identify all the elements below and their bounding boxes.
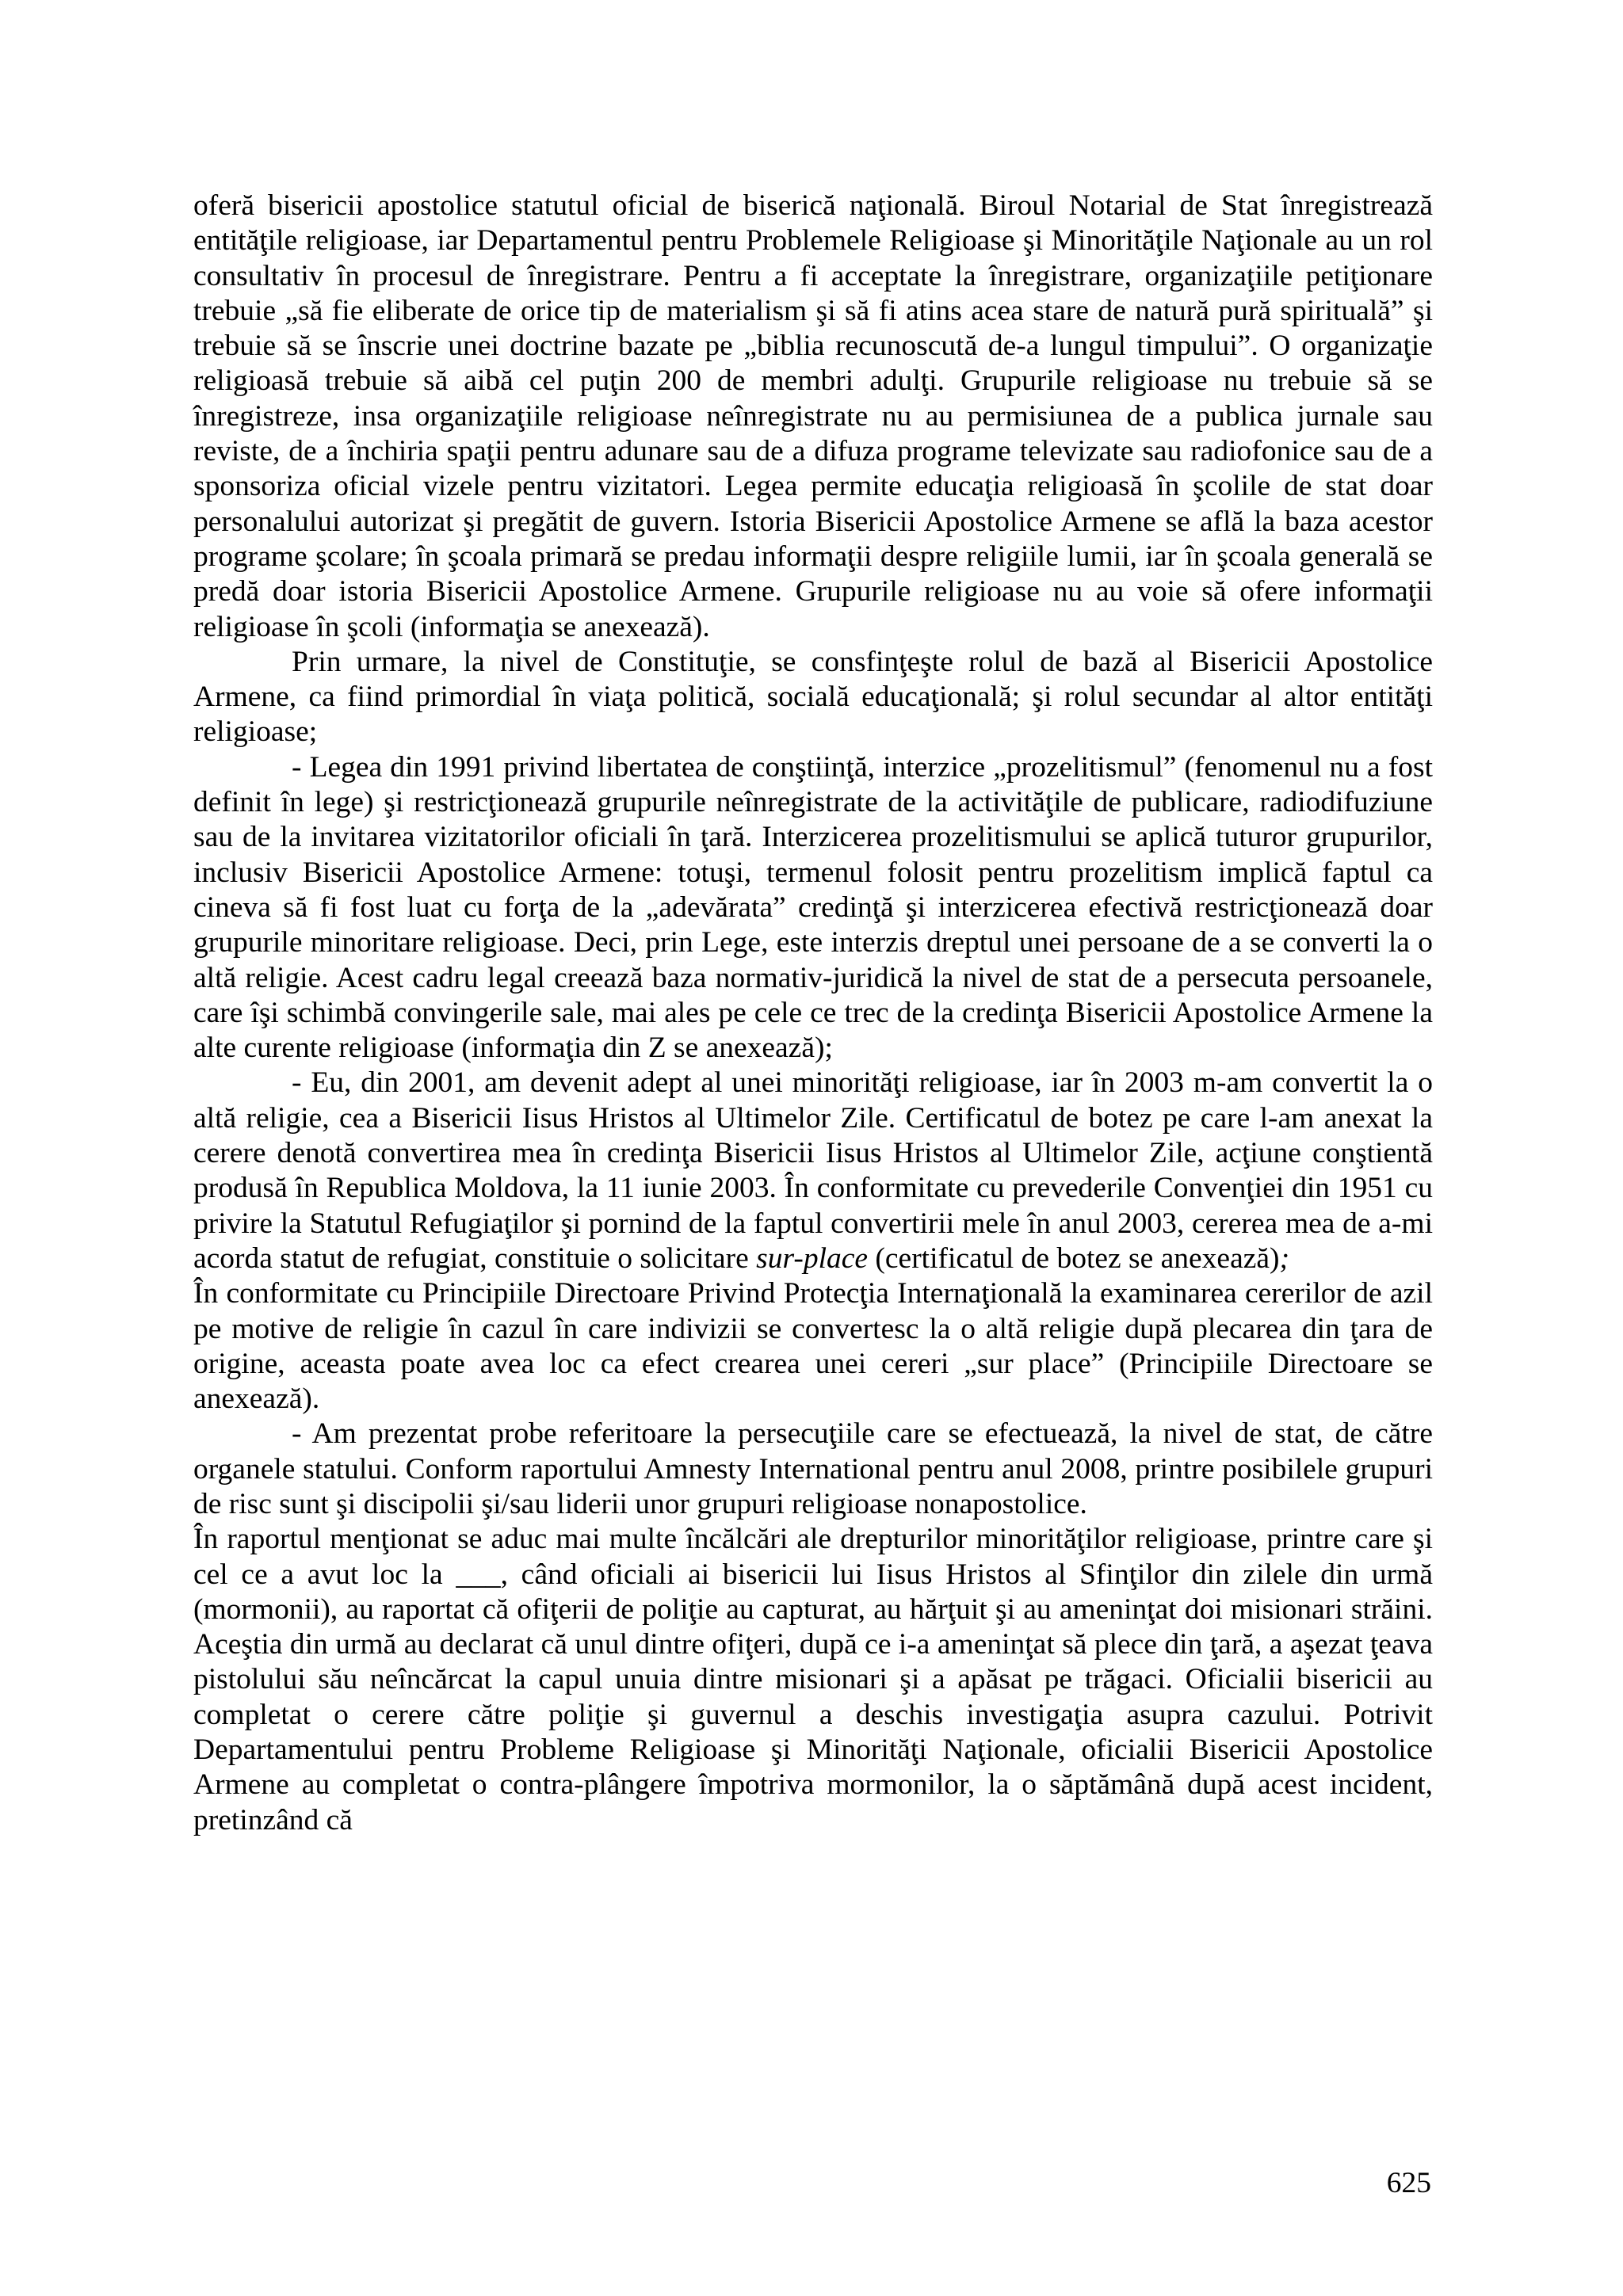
paragraph-text: oferă bisericii apostolice statutul oficial de biserică naţională. Biroul Notarial de Stat înregistrează entităţile religioase, iar Departamentul pentru Problemele Religioase şi Minorităţile Naţionale au un rol consultativ în procesul de înregistrare. Pentru a fi acceptate la înregistrare, organizaţiile petiţionare trebuie „să fie eliberate de orice tip de materialism şi să fi atins acea stare de natură pură spirituală” şi trebuie să se înscrie unei doctrine bazate pe „biblia recunoscută de-a lungul timpului”. O organizaţie religioasă trebuie să aibă cel puţin 200 de membri adulţi. Grupurile religioase nu trebuie să se înregistreze, insa organizaţiile religioase neînregistrate nu au permisiunea de a publica jurnale sau reviste, de a închiria spaţii pentru adunare sau de a difuza programe televizate sau radiofonice sau de a sponsoriza oficial vizele pentru vizitatori. Legea permite educaţia religioasă în şcolile de stat doar personalului autorizat şi pregătit de guvern. Istoria Bisericii Apostolice Armene se află la baza acestor programe şcolare; în şcoala primară se predau informaţii despre religiile lumii, iar în şcoala generală se predă doar istoria Bisericii Apostolice Armene. Grupurile religioase nu au voie să ofere informaţii religioase în şcoli (informaţia se anexează).: [193, 189, 1433, 643]
paragraph-text: - Eu, din 2001, am devenit adept al unei minorităţi religioase, iar în 2003 m-am convertit la o altă religie, cea a Bisericii Iisus Hristos al Ultimelor Zile. Certificatul de botez pe care l-am anexat la cerere denotă convertirea mea în credinţa Bisericii Iisus Hristos al Ultimelor Zile, acţiune conştientă produsă în Republica Moldova, la 11 iunie 2003. În conformitate cu prevederile Convenţiei din 1951 cu privire la Statutul Refugiaţilor şi pornind de la faptul convertirii mele în anul 2003, cererea mea de a-mi acorda statut de refugiat, constituie o solicitare: [193, 1066, 1433, 1275]
paragraph: [193, 1276, 1433, 1417]
paragraph-text: Prin urmare, la nivel de Constituţie, se consfinţeşte rolul de bază al Bisericii Apostolice Armene, ca fiind primordial în viaţa politică, socială educaţională; şi rolul secundar al altor entităţi religioase;: [193, 645, 1433, 749]
paragraph: [193, 750, 1433, 1066]
paragraph: [193, 1522, 1433, 1838]
paragraph: [193, 1417, 1433, 1522]
paragraph: [193, 189, 1433, 645]
paragraph-text: În raportul menţionat se aduc mai multe încălcări ale drepturilor minorităţilor religioase, printre care şi cel ce a avut loc la ___, când oficiali ai bisericii lui Iisus Hristos al Sfinţilor din zilele din urmă (mormonii), au raportat că ofiţerii de poliţie au capturat, au hărţuit şi au ameninţat doi misionari străini. Aceştia din urmă au declarat că unul dintre ofiţeri, după ce i-a ameninţat să plece din ţară, a aşezat ţeava pistolului său neîncărcat la capul unuia dintre misionari şi a apăsat pe trăgaci. Oficialii bisericii au completat o cerere către poliţie şi guvernul a deschis investigaţia asupra cazului. Potrivit Departamentului pentru Probleme Religioase şi Minorităţi Naţionale, oficialii Bisericii Apostolice Armene au completat o contra-plângere împotriva mormonilor, la o săptămână după acest incident, pretinzând că: [193, 1523, 1433, 1836]
paragraph-text: - Legea din 1991 privind libertatea de conştiinţă, interzice „prozelitismul” (fenomenul nu a fost definit în lege) şi restricţionează grupurile neînregistrate de la activităţile de publicare, radiodifuziune sau de la invitarea vizitatorilor oficiali în ţară. Interzicerea prozelitismului se aplică tuturor grupurilor, inclusiv Bisericii Apostolice Armene: totuşi, termenul folosit pentru prozelitism implică faptul ca cineva să fi fost luat cu forţa de la „adevărata” credinţă şi interzicerea efectivă restricţionează doar grupurile minoritare religioase. Deci, prin Lege, este interzis dreptul unei persoane de a se converti la o altă religie. Acest cadru legal creează baza normativ-juridică la nivel de stat de a persecuta persoanele, care îşi schimbă convingerile sale, mai ales pe cele ce trec de la credinţa Bisericii Apostolice Armene la alte curente religioase (informaţia din Z se anexează);: [193, 750, 1433, 1065]
paragraph-text: În conformitate cu Principiile Directoare Privind Protecţia Internaţională la examinarea cererilor de azil pe motive de religie în cazul în care indivizii se convertesc la o altă religie după plecarea din ţara de origine, aceasta poate avea loc ca efect crearea unei cereri „sur place” (Principiile Directoare se anexează).: [193, 1277, 1433, 1416]
italic-text: ;: [1279, 1241, 1289, 1275]
body-text: [193, 189, 1433, 1838]
italic-text: sur-place: [756, 1241, 869, 1275]
paragraph: [193, 645, 1433, 750]
paragraph-text: (certificatul de botez se anexează): [868, 1241, 1280, 1275]
paragraph-text: - Am prezentat probe referitoare la persecuţiile care se efectuează, la nivel de stat, de către organele statului. Conform raportului Amnesty International pentru anul 2008, printre posibilele grupuri de risc sunt şi discipolii şi/sau liderii unor grupuri religioase nonapostolice.: [193, 1417, 1433, 1520]
page-number: 625: [1386, 2167, 1431, 2199]
paragraph: [193, 1066, 1433, 1276]
